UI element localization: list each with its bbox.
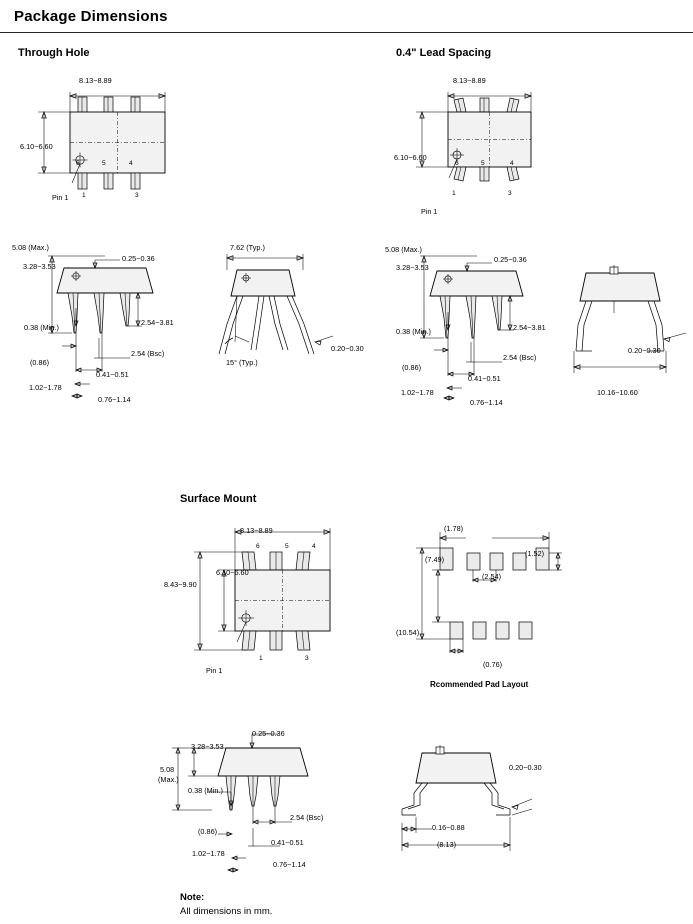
- dim-th-side-041-051: 0.41~0.51: [96, 370, 129, 379]
- dim-ls-side-102-178: 1.02~1.78: [401, 388, 434, 397]
- dim-sm-top-outer-height: 8.43~9.90: [164, 580, 197, 589]
- dim-ls-side-041-051: 0.41~0.51: [468, 374, 501, 383]
- pin1-label-through-hole: Pin 1: [52, 193, 69, 202]
- pin-number-6-sm: 6: [256, 543, 260, 550]
- pin-number-6: 6: [76, 160, 80, 167]
- dim-th-top-height: 6.10~6.60: [20, 142, 53, 151]
- dim-sm-side-038min: 0.38 (Min.): [188, 786, 223, 795]
- dim-ls-side-086: (0.86): [402, 363, 422, 372]
- dim-sm-side-254bsc: 2.54 (Bsc): [290, 813, 324, 822]
- dim-sm-side-328-353: 3.28~3.53: [191, 742, 224, 751]
- dim-sm-side-025-036: 0.25~0.36: [252, 729, 285, 738]
- pin-number-5: 5: [102, 160, 106, 167]
- dim-pad-076: (0.76): [483, 660, 503, 669]
- dim-sm-top-inner-height: 6.10~6.60: [216, 568, 249, 577]
- section-title-surface-mount: Surface Mount: [180, 493, 257, 505]
- section-title-lead-spacing: 0.4" Lead Spacing: [396, 47, 492, 59]
- pin-number-4-sm: 4: [312, 543, 316, 550]
- dim-ls-side-328-353: 3.28~3.53: [396, 263, 429, 272]
- dim-pad-254: (2.54): [482, 572, 502, 581]
- dim-th-side-102-178: 1.02~1.78: [29, 383, 62, 392]
- dim-ls-top-height: 6.10~6.60: [394, 153, 427, 162]
- dim-sm-side-041-051: 0.41~0.51: [271, 838, 304, 847]
- pin-number-5-sm: 5: [285, 543, 289, 550]
- section-title-pad-layout: Rcommended Pad Layout: [430, 680, 529, 689]
- dim-sm-side-076-114: 0.76~1.14: [273, 860, 306, 869]
- dim-pad-1054: (10.54): [396, 628, 420, 637]
- pin-number-4-ls: 4: [510, 160, 514, 167]
- pin-number-3: 3: [135, 192, 139, 199]
- pin-number-6-ls: 6: [455, 160, 459, 167]
- dim-ls-side-254bsc: 2.54 (Bsc): [503, 353, 537, 362]
- dim-ls-side-038min: 0.38 (Min.): [396, 327, 431, 336]
- title-divider: [0, 32, 693, 33]
- dim-formed-15typ: 15° (Typ.): [226, 358, 258, 367]
- dim-th-side-328-353: 3.28~3.53: [23, 262, 56, 271]
- dim-th-side-038min: 0.38 (Min.): [24, 323, 59, 332]
- dim-th-side-086: (0.86): [30, 358, 50, 367]
- dim-ls-formed-020-030: 0.20~0.30: [628, 346, 661, 355]
- dim-sm-top-width: 8.13~8.89: [240, 526, 273, 535]
- dim-ls-side-508max: 5.08 (Max.): [385, 245, 422, 254]
- dim-ls-side-025-036: 0.25~0.36: [494, 255, 527, 264]
- dim-sm-side-max: (Max.): [158, 775, 179, 784]
- dim-pad-152: (1.52): [525, 549, 545, 558]
- dim-sm-side-086: (0.86): [198, 827, 218, 836]
- dim-ls-side-254-381: 2.54~3.81: [513, 323, 546, 332]
- pin-number-1-sm: 1: [259, 655, 263, 662]
- dim-th-side-254bsc: 2.54 (Bsc): [131, 349, 165, 358]
- section-title-through-hole: Through Hole: [18, 47, 90, 59]
- dim-th-top-width: 8.13~8.89: [79, 76, 112, 85]
- dim-ls-top-width: 8.13~8.89: [453, 76, 486, 85]
- recommended-pad-layout: [410, 518, 580, 673]
- pin-number-1: 1: [82, 192, 86, 199]
- dim-th-side-508max: 5.08 (Max.): [12, 243, 49, 252]
- surface-mount-top-view: [180, 518, 380, 683]
- pin-number-3-sm: 3: [305, 655, 309, 662]
- dim-sm-side-102-178: 1.02~1.78: [192, 849, 225, 858]
- surface-mount-end-view: [400, 735, 580, 865]
- dim-pad-749: (7.49): [425, 555, 445, 564]
- pin-number-3-ls: 3: [508, 190, 512, 197]
- dim-th-side-076-114: 0.76~1.14: [98, 395, 131, 404]
- dim-sm-end-813: (8.13): [437, 840, 457, 849]
- dim-sm-side-508: 5.08: [160, 765, 175, 774]
- note-title: Note:: [180, 892, 205, 903]
- pin-number-5-ls: 5: [481, 160, 485, 167]
- dim-ls-side-076-114: 0.76~1.14: [470, 398, 503, 407]
- surface-mount-side-view: [160, 718, 360, 878]
- dim-th-side-254-381: 2.54~3.81: [141, 318, 174, 327]
- dim-sm-end-016-088: 0.16~0.88: [432, 823, 465, 832]
- pin-number-1-ls: 1: [452, 190, 456, 197]
- pin1-label-lead-spacing: Pin 1: [421, 207, 438, 216]
- lead-spacing-formed-lead-view: [570, 255, 690, 395]
- dim-pad-178: (1.78): [444, 524, 464, 533]
- page-title: Package Dimensions: [14, 8, 168, 25]
- dim-th-side-025-036: 0.25~0.36: [122, 254, 155, 263]
- pin1-label-surface-mount: Pin 1: [206, 666, 223, 675]
- dim-formed-762typ: 7.62 (Typ.): [230, 243, 265, 252]
- note-body: All dimensions in mm.: [180, 906, 273, 917]
- dim-formed-020-030: 0.20~0.30: [331, 344, 364, 353]
- dim-ls-formed-1016-1060: 10.16~10.60: [597, 388, 638, 397]
- lead-spacing-top-view: [398, 70, 588, 215]
- dim-sm-end-020-030: 0.20~0.30: [509, 763, 542, 772]
- pin-number-4: 4: [129, 160, 133, 167]
